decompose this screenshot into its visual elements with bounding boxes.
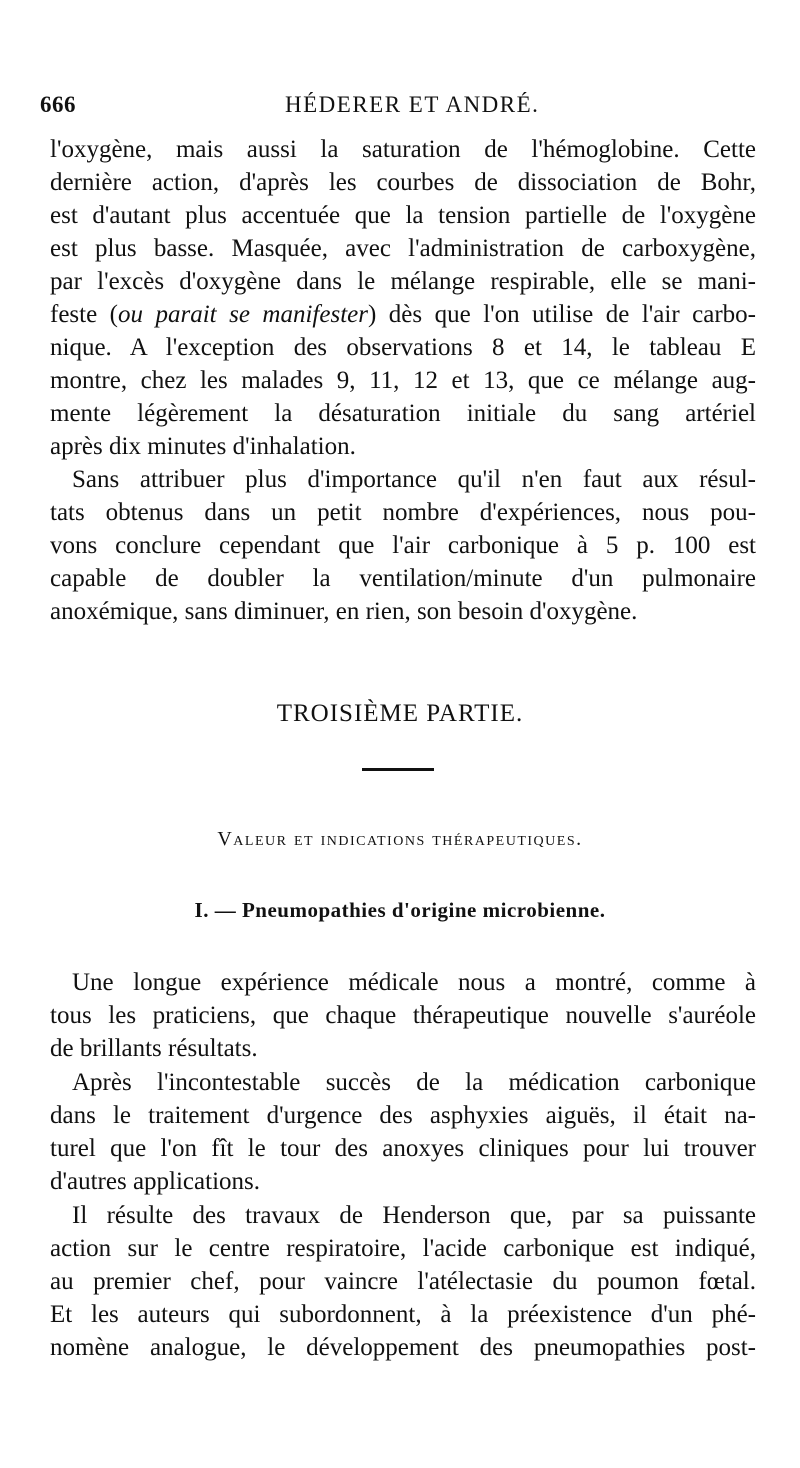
text-line: tats obtenus dans un petit nombre d'expériences, nous pou- — [50, 499, 756, 526]
text-line: par l'excès d'oxygène dans le mélange respirable, elle se mani- — [50, 268, 756, 295]
page-number: 666 — [40, 92, 76, 117]
paragraph-carbonic-medication — [50, 1066, 756, 1198]
text-line: feste (ou parait se manifester) dès que l'on utilise de l'air carbo- — [50, 301, 756, 328]
text-line: action sur le centre respiratoire, l'acide carbonique est indiqué, — [50, 1235, 756, 1262]
chapter-title: I. — Pneumopathies d'origine microbienne. — [194, 898, 606, 922]
paragraph-conclusion — [50, 463, 756, 628]
text-line: turel que l'on fît le tour des anoxyes cliniques pour lui trouver — [50, 1135, 756, 1162]
paragraph-henderson — [50, 1199, 756, 1364]
text-line: Il résulte des travaux de Henderson que, par sa puissante — [72, 1202, 756, 1229]
text-line: après dix minutes d'inhalation. — [50, 433, 356, 460]
text-line: capable de doubler la ventilation/minute d'un pulmonaire — [50, 565, 756, 592]
paragraph-experience — [50, 966, 756, 1065]
text-line: mente légèrement la désaturation initiale du sang artériel — [50, 400, 756, 427]
paragraph-continuation — [50, 133, 756, 463]
subsection-title: Valeur et indications thérapeutiques. — [217, 828, 583, 850]
text-line: d'autres applications. — [50, 1168, 260, 1195]
page-header — [40, 86, 760, 126]
text-line: Sans attribuer plus d'importance qu'il n'en faut aux résul- — [72, 466, 756, 493]
text-line: nomène analogue, le développement des pneumopathies post- — [50, 1334, 756, 1361]
text-line: anoxémique, sans diminuer, en rien, son besoin d'oxygène. — [50, 598, 638, 625]
text-line: de brillants résultats. — [50, 1035, 258, 1062]
text-line: Une longue expérience médicale nous a montré, comme à — [72, 969, 756, 996]
running-head: HÉDERER ET ANDRÉ. — [285, 92, 540, 117]
text-line: nique. A l'exception des observations 8 et 14, le tableau E — [50, 334, 756, 361]
text-line: Après l'incontestable succès de la médication carbonique — [72, 1069, 756, 1096]
text-line: dans le traitement d'urgence des asphyxies aiguës, il était na- — [50, 1102, 756, 1129]
text-line: vons conclure cependant que l'air carbonique à 5 p. 100 est — [50, 532, 756, 559]
text-line: dernière action, d'après les courbes de dissociation de Bohr, — [50, 169, 756, 196]
text-line: Et les auteurs qui subordonnent, à la préexistence d'un phé- — [50, 1301, 756, 1328]
text-line: tous les praticiens, que chaque thérapeutique nouvelle s'auréole — [50, 1002, 756, 1029]
text-line: montre, chez les malades 9, 11, 12 et 13, que ce mélange aug- — [50, 367, 756, 394]
text-line: est d'autant plus accentuée que la tension partielle de l'oxygène — [50, 202, 756, 229]
text-line: l'oxygène, mais aussi la saturation de l'hémoglobine. Cette — [50, 136, 756, 163]
text-line: au premier chef, pour vaincre l'atélectasie du poumon fœtal. — [50, 1268, 756, 1295]
section-divider — [362, 768, 434, 771]
text-line: est plus basse. Masquée, avec l'administration de carboxygène, — [50, 235, 756, 262]
section-title: TROISIÈME PARTIE. — [276, 700, 524, 727]
